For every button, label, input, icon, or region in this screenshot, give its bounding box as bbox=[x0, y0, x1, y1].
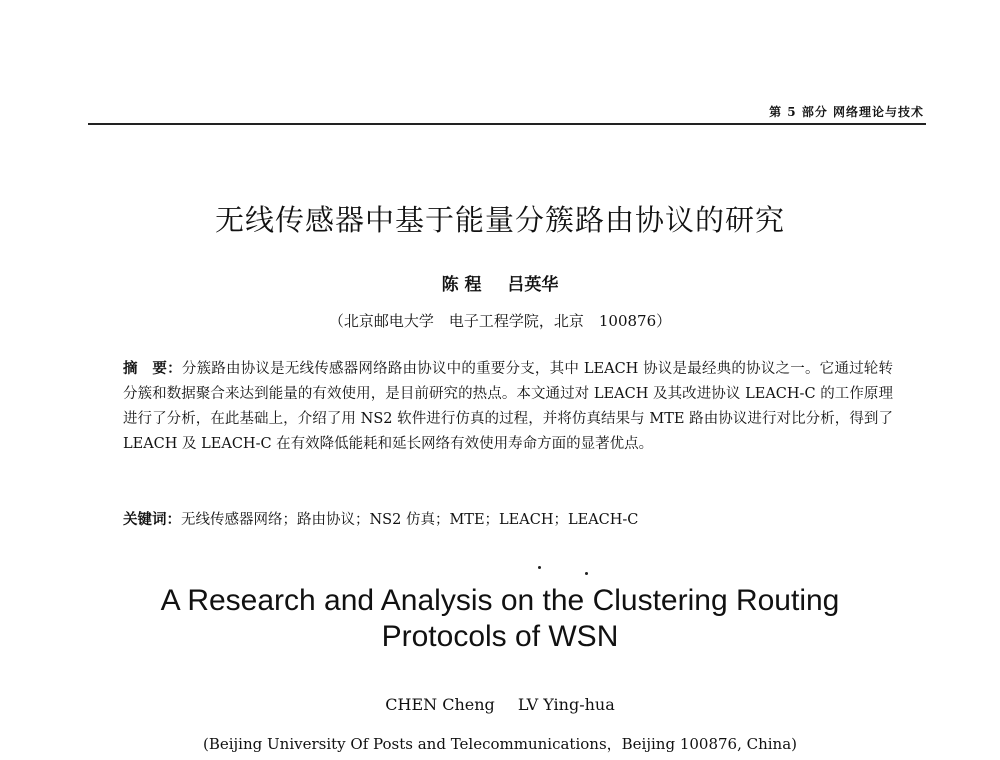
abstract-label: 摘 要： bbox=[123, 360, 182, 377]
scan-speck bbox=[585, 572, 588, 575]
abstract-chinese bbox=[123, 356, 893, 457]
author-name: CHEN Cheng bbox=[385, 695, 495, 714]
keywords-chinese bbox=[123, 508, 893, 529]
paper-title-english bbox=[0, 583, 1000, 655]
keywords-text: 无线传感器网络；路由协议；NS2 仿真；MTE；LEACH；LEACH-C bbox=[181, 512, 639, 528]
title-line: A Research and Analysis on the Clustering Routing bbox=[160, 584, 840, 617]
scan-speck bbox=[538, 566, 541, 569]
authors-english bbox=[0, 695, 1000, 714]
author-name: LV Ying-hua bbox=[517, 695, 615, 714]
keywords-label: 关键词： bbox=[123, 511, 181, 528]
running-header: 第 5 部分 网络理论与技术 bbox=[769, 105, 924, 119]
author-name: 陈 程 bbox=[441, 275, 482, 295]
affiliation-chinese: （北京邮电大学 电子工程学院，北京 100876） bbox=[328, 312, 672, 330]
affiliation-english: (Beijing University Of Posts and Telecommunications，Beijing 100876, China) bbox=[202, 735, 798, 753]
title-line: Protocols of WSN bbox=[381, 620, 619, 653]
author-name: 吕英华 bbox=[507, 275, 559, 295]
abstract-text: 分簇路由协议是无线传感器网络路由协议中的重要分支，其中 LEACH 协议是最经典的协议之一。它通过轮转分簇和数据聚合来达到能量的有效使用，是目前研究的热点。本文通过对 LEACH 及其改进协议 LEACH-C 的工作原理进行了分析，在此基础上，介绍了用 NS2 软件进行仿真的过程，并将仿真结果与 MTE 路由协议进行对比分析，得到了 LEACH 及 LEACH-C 在有效降低能耗和延长网络有效使用寿命方面的显著优点。 bbox=[123, 361, 894, 452]
authors-chinese bbox=[0, 270, 1000, 295]
paper-title-chinese: 无线传感器中基于能量分簇路由协议的研究 bbox=[214, 203, 785, 237]
header-rule bbox=[88, 123, 926, 125]
